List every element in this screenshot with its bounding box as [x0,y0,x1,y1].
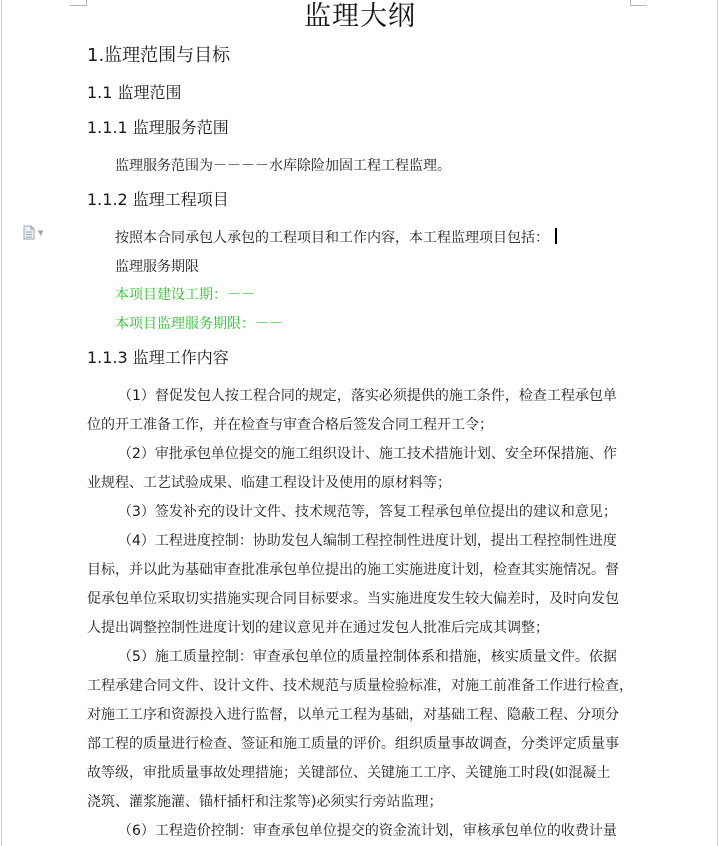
heading-1-1-1: 1.1.1 监理服务范围 [87,118,229,137]
project-intro-paragraph[interactable] [115,228,557,248]
paragraph-options-icon[interactable] [23,225,43,240]
heading-1-1-2: 1.1.2 监理工程项目 [87,190,229,209]
page-right-border [717,0,718,846]
project-intro-text: 按照本合同承包人承包的工程项目和工作内容，本工程监理项目包括： [115,230,549,246]
heading-1-1-3: 1.1.3 监理工作内容 [87,348,229,367]
content-line: （4）工程进度控制：协助发包人编制工程控制性进度计划，提出工程控制性进度 [118,533,617,549]
content-line: 业规程、工艺试验成果、临建工程设计及使用的原材料等； [87,475,451,491]
service-period-label: 监理服务期限 [115,259,199,275]
content-line: 工程承建合同文件、设计文件、技术规范与质量检验标准，对施工前准备工作进行检查， [87,678,633,694]
content-line: 部工程的质量进行检查、签证和施工质量的评价。组织质量事故调查，分类评定质量事 [87,736,619,752]
content-line: （6）工程造价控制：审查承包单位提交的资金流计划，审核承包单位的收费计量 [118,823,617,839]
content-line: 对施工工序和资源投入进行监督，以单元工程为基础，对基础工程、隐蔽工程、分项分 [87,707,619,723]
supervision-period-text: 本项目监理服务期限：－－ [115,316,283,332]
text-cursor [555,228,557,244]
content-line: （1）督促发包人按工程合同的规定，落实必须提供的施工条件，检查工程承包单 [118,388,617,404]
content-line: 促承包单位采取切实措施实现合同目标要求。当实施进度发生较大偏差时，及时向发包 [87,591,619,607]
content-line: 人提出调整控制性进度计划的建议意见并在通过发包人批准后完成其调整； [87,620,549,636]
content-line: 浇筑、灌浆施灌、锚杆插杆和注浆等)必须实行旁站监理； [87,794,443,810]
document-icon [23,225,35,240]
scope-paragraph: 监理服务范围为－－－－水库除险加固工程工程监理。 [115,158,451,174]
content-line: 目标，并以此为基础审查批准承包单位提出的施工实施进度计划，检查其实施情况。督 [87,562,619,578]
document-title: 监理大纲 [304,1,416,32]
construction-period-text: 本项目建设工期：－－ [115,287,255,303]
content-line: （3）签发补充的设计文件、技术规范等，答复工程承包单位提出的建议和意见； [118,504,617,520]
content-line: （5）施工质量控制：审查承包单位的质量控制体系和措施，核实质量文件。依据 [118,649,617,665]
content-line: （2）审批承包单位提交的施工组织设计、施工技术措施计划、安全环保措施、作 [118,446,617,462]
content-line: 故等级，审批质量事故处理措施；关键部位、关键施工工序、关键施工时段(如混凝土 [87,765,611,781]
heading-1-1: 1.1 监理范围 [87,83,182,102]
chevron-down-icon: ▼ [38,228,44,237]
page-left-border [1,0,2,846]
content-line: 位的开工准备工作，并在检查与审查合格后签发合同工程开工令； [87,417,493,433]
heading-1: 1.监理范围与目标 [87,45,231,66]
